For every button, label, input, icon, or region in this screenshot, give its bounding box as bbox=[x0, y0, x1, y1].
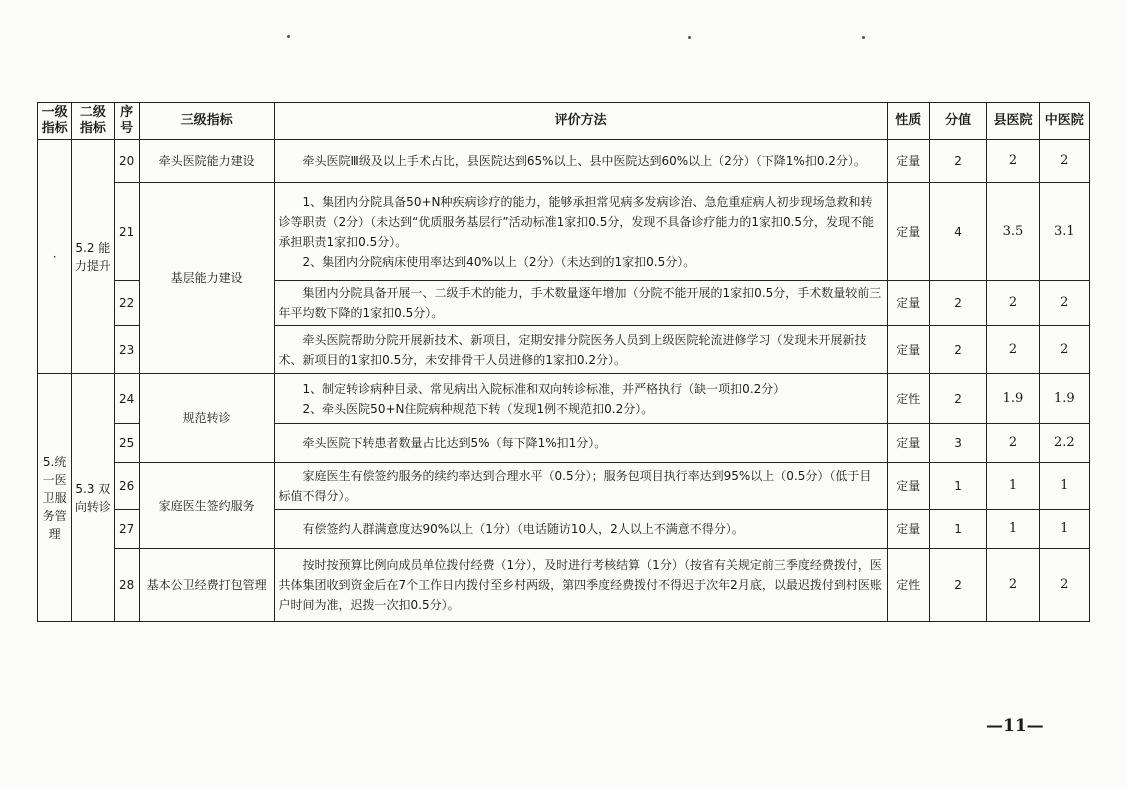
score-cell: 2 bbox=[929, 374, 986, 424]
table-row bbox=[38, 463, 1090, 510]
method-cell bbox=[274, 463, 887, 510]
tcm-value-cell: 1 bbox=[1039, 463, 1089, 510]
page-number: —11— bbox=[986, 716, 1044, 736]
nature-cell: 定量 bbox=[887, 183, 929, 281]
tcm-value-cell: 2 bbox=[1039, 326, 1089, 374]
method-cell bbox=[274, 140, 887, 183]
tcm-value-cell: 2.2 bbox=[1039, 424, 1089, 463]
level3-cell: 基层能力建设 bbox=[139, 183, 274, 374]
score-cell: 4 bbox=[929, 183, 986, 281]
method-line: 牵头医院Ⅲ级及以上手术占比，县医院达到65%以上、县中医院达到60%以上（2分）（下降1%扣0.2分）。 bbox=[302, 154, 866, 168]
county-value-cell: 2 bbox=[987, 326, 1039, 374]
method-cell bbox=[274, 281, 887, 326]
nature-cell: 定性 bbox=[887, 549, 929, 622]
seq-cell: 21 bbox=[114, 183, 139, 281]
score-cell: 2 bbox=[929, 549, 986, 622]
header-score: 分值 bbox=[929, 103, 986, 140]
score-cell: 1 bbox=[929, 510, 986, 549]
header-tcm-hospital: 中医院 bbox=[1039, 103, 1089, 140]
method-line: 2、集团内分院病床使用率达到40%以上（2分）（未达到的1家扣0.5分）。 bbox=[302, 254, 696, 269]
method-cell bbox=[274, 549, 887, 622]
county-value-cell: 2 bbox=[987, 549, 1039, 622]
method-cell bbox=[274, 326, 887, 374]
county-value-cell: 1.9 bbox=[987, 374, 1039, 424]
tcm-value-cell: 2 bbox=[1039, 140, 1089, 183]
method-line: 按时按预算比例向成员单位拨付经费（1分），及时进行考核结算（1分）（按省有关规定前三季度经费拨付，医共体集团收到资金后在7个工作日内拨付至乡村两级，第四季度经费拨付不得迟于次年2月底，以最迟拨付到村医账户时间为准，迟拨一次扣0.5分）。 bbox=[278, 558, 882, 612]
tcm-value-cell: 1.9 bbox=[1039, 374, 1089, 424]
tcm-value-cell: 3.1 bbox=[1039, 183, 1089, 281]
level3-cell: 基本公卫经费打包管理 bbox=[139, 549, 274, 622]
tcm-value-cell: 2 bbox=[1039, 549, 1089, 622]
score-cell: 2 bbox=[929, 281, 986, 326]
table-header-row bbox=[38, 103, 1090, 140]
county-value-cell: 1 bbox=[987, 463, 1039, 510]
county-value-cell: 2 bbox=[987, 281, 1039, 326]
level1-cell-top: · bbox=[38, 140, 72, 374]
evaluation-table bbox=[37, 102, 1090, 622]
level3-cell: 规范转诊 bbox=[139, 374, 274, 463]
scan-speck bbox=[287, 35, 290, 38]
header-level1: 一级指标 bbox=[38, 103, 72, 140]
level2-cell-capacity: 5.2 能力提升 bbox=[72, 140, 114, 374]
nature-cell: 定量 bbox=[887, 463, 929, 510]
score-cell: 2 bbox=[929, 326, 986, 374]
nature-cell: 定量 bbox=[887, 424, 929, 463]
table-row bbox=[38, 549, 1090, 622]
county-value-cell: 1 bbox=[987, 510, 1039, 549]
score-cell: 3 bbox=[929, 424, 986, 463]
seq-cell: 26 bbox=[114, 463, 139, 510]
level3-cell: 家庭医生签约服务 bbox=[139, 463, 274, 549]
nature-cell: 定量 bbox=[887, 510, 929, 549]
method-cell bbox=[274, 374, 887, 424]
method-line: 牵头医院下转患者数量占比达到5%（每下降1%扣1分）。 bbox=[302, 436, 607, 450]
method-line: 1、集团内分院具备50+N种疾病诊疗的能力，能够承担常见病多发病诊治、急危重症病人初步现场急救和转诊等职责（2分）（未达到“优质服务基层行”活动标准1家扣0.5分，发现不具备诊疗能力的1家扣0.5分，发现不能承担职责1家扣0.5分）。 bbox=[278, 194, 875, 249]
method-cell bbox=[274, 510, 887, 549]
nature-cell: 定量 bbox=[887, 326, 929, 374]
seq-cell: 25 bbox=[114, 424, 139, 463]
nature-cell: 定量 bbox=[887, 140, 929, 183]
county-value-cell: 2 bbox=[987, 140, 1039, 183]
header-county-hospital: 县医院 bbox=[987, 103, 1039, 140]
score-cell: 1 bbox=[929, 463, 986, 510]
score-cell: 2 bbox=[929, 140, 986, 183]
county-value-cell: 2 bbox=[987, 424, 1039, 463]
seq-cell: 22 bbox=[114, 281, 139, 326]
method-line: 家庭医生有偿签约服务的续约率达到合理水平（0.5分）；服务包项目执行率达到95%以上（0.5分）（低于目标值不得分）。 bbox=[278, 469, 872, 503]
seq-cell: 23 bbox=[114, 326, 139, 374]
nature-cell: 定量 bbox=[887, 281, 929, 326]
tcm-value-cell: 2 bbox=[1039, 281, 1089, 326]
seq-cell: 20 bbox=[114, 140, 139, 183]
table-row bbox=[38, 183, 1090, 281]
method-line: 2、牵头医院50+N住院病种规范下转（发现1例不规范扣0.2分）。 bbox=[302, 401, 654, 416]
seq-cell: 28 bbox=[114, 549, 139, 622]
header-level3: 三级指标 bbox=[139, 103, 274, 140]
scan-speck bbox=[862, 36, 865, 39]
table-row bbox=[38, 140, 1090, 183]
method-cell bbox=[274, 424, 887, 463]
level3-cell: 牵头医院能力建设 bbox=[139, 140, 274, 183]
seq-cell: 27 bbox=[114, 510, 139, 549]
county-value-cell: 3.5 bbox=[987, 183, 1039, 281]
method-cell bbox=[274, 183, 887, 281]
header-method: 评价方法 bbox=[274, 103, 887, 140]
header-level2: 二级指标 bbox=[72, 103, 114, 140]
nature-cell: 定性 bbox=[887, 374, 929, 424]
tcm-value-cell: 1 bbox=[1039, 510, 1089, 549]
seq-cell: 24 bbox=[114, 374, 139, 424]
header-nature: 性质 bbox=[887, 103, 929, 140]
method-line: 有偿签约人群满意度达90%以上（1分）（电话随访10人，2人以上不满意不得分）。 bbox=[302, 522, 744, 536]
table-row bbox=[38, 374, 1090, 424]
level1-cell-unified-management: 5.统一医卫服务管理 bbox=[38, 374, 72, 622]
method-line: 1、制定转诊病种目录、常见病出入院标准和双向转诊标准，并严格执行（缺一项扣0.2分） bbox=[302, 381, 786, 396]
method-line: 集团内分院具备开展一、二级手术的能力，手术数量逐年增加（分院不能开展的1家扣0.5分，手术数量较前三年平均数下降的1家扣0.5分）。 bbox=[278, 286, 882, 320]
scan-speck bbox=[688, 36, 691, 39]
method-line: 牵头医院帮助分院开展新技术、新项目，定期安排分院医务人员到上级医院轮流进修学习（发现未开展新技术、新项目的1家扣0.5分，未安排骨干人员进修的1家扣0.2分）。 bbox=[278, 332, 867, 367]
level2-cell-referral: 5.3 双向转诊 bbox=[72, 374, 114, 622]
header-seq: 序号 bbox=[114, 103, 139, 140]
